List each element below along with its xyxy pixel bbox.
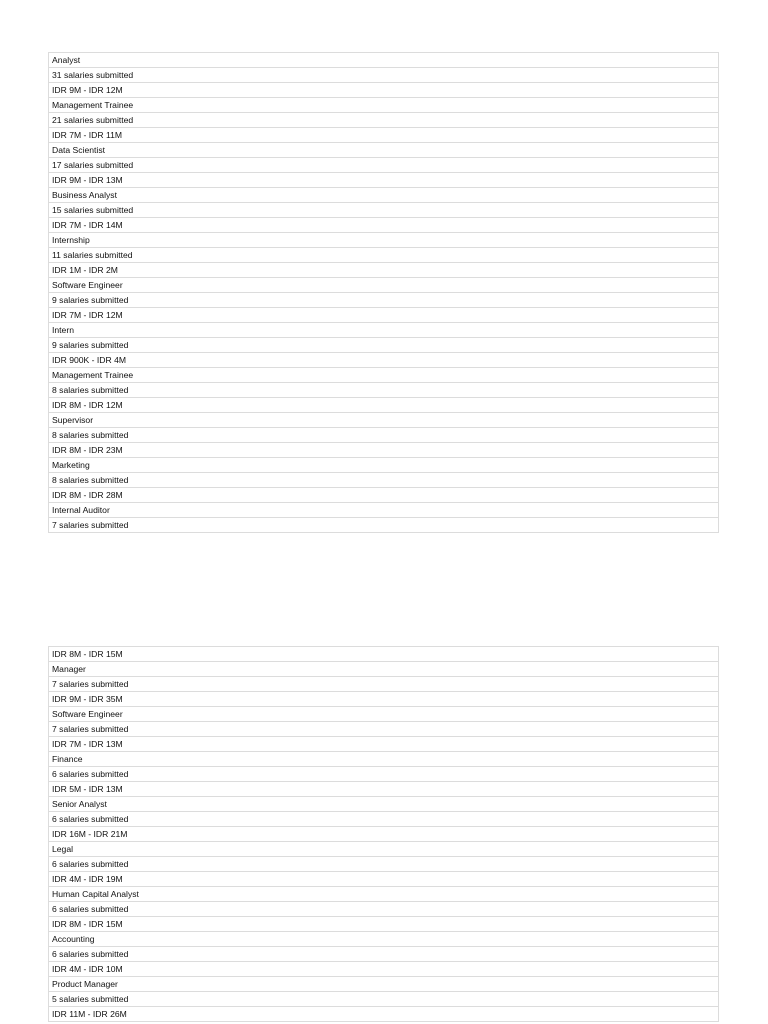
table-row <box>49 488 719 503</box>
table-row <box>49 902 719 917</box>
table-cell: IDR 8M - IDR 28M <box>49 488 719 503</box>
table-cell: 6 salaries submitted <box>49 767 719 782</box>
table-cell: 8 salaries submitted <box>49 473 719 488</box>
table-row <box>49 173 719 188</box>
table-cell: Accounting <box>49 932 719 947</box>
table-cell: Business Analyst <box>49 188 719 203</box>
table-row <box>49 887 719 902</box>
table-cell: 6 salaries submitted <box>49 947 719 962</box>
table-row <box>49 383 719 398</box>
table-row <box>49 767 719 782</box>
table-row <box>49 278 719 293</box>
table-row <box>49 962 719 977</box>
table-row <box>49 872 719 887</box>
table-cell: IDR 16M - IDR 21M <box>49 827 719 842</box>
table-cell: Software Engineer <box>49 707 719 722</box>
table-cell: 17 salaries submitted <box>49 158 719 173</box>
table-row <box>49 263 719 278</box>
table-cell: IDR 1M - IDR 2M <box>49 263 719 278</box>
table-row <box>49 752 719 767</box>
table-cell: IDR 900K - IDR 4M <box>49 353 719 368</box>
table-row <box>49 113 719 128</box>
table-row <box>49 992 719 1007</box>
salary-table-body <box>49 53 719 533</box>
table-row <box>49 692 719 707</box>
table-row <box>49 932 719 947</box>
table-cell: Management Trainee <box>49 98 719 113</box>
table-row <box>49 443 719 458</box>
table-cell: Finance <box>49 752 719 767</box>
table-row <box>49 797 719 812</box>
table-cell: Legal <box>49 842 719 857</box>
table-row <box>49 68 719 83</box>
table-row <box>49 647 719 662</box>
table-cell: IDR 7M - IDR 11M <box>49 128 719 143</box>
table-cell: 9 salaries submitted <box>49 338 719 353</box>
table-row <box>49 458 719 473</box>
table-row <box>49 308 719 323</box>
table-row <box>49 368 719 383</box>
table-cell: 8 salaries submitted <box>49 428 719 443</box>
table-row <box>49 323 719 338</box>
table-cell: IDR 9M - IDR 12M <box>49 83 719 98</box>
table-cell: Data Scientist <box>49 143 719 158</box>
table-cell: 21 salaries submitted <box>49 113 719 128</box>
table-cell: 15 salaries submitted <box>49 203 719 218</box>
table-row <box>49 977 719 992</box>
table-cell: IDR 4M - IDR 19M <box>49 872 719 887</box>
table-row <box>49 98 719 113</box>
table-cell: IDR 8M - IDR 15M <box>49 917 719 932</box>
table-cell: Management Trainee <box>49 368 719 383</box>
table-row <box>49 782 719 797</box>
table-cell: IDR 8M - IDR 12M <box>49 398 719 413</box>
table-row <box>49 413 719 428</box>
table-row <box>49 428 719 443</box>
table-cell: Intern <box>49 323 719 338</box>
table-cell: Manager <box>49 662 719 677</box>
table-row <box>49 143 719 158</box>
table-cell: IDR 11M - IDR 26M <box>49 1007 719 1022</box>
table-row <box>49 662 719 677</box>
table-row <box>49 83 719 98</box>
salary-table-page-1 <box>48 52 719 533</box>
table-cell: IDR 4M - IDR 10M <box>49 962 719 977</box>
table-cell: IDR 7M - IDR 12M <box>49 308 719 323</box>
table-row <box>49 353 719 368</box>
table-cell: 5 salaries submitted <box>49 992 719 1007</box>
table-cell: IDR 9M - IDR 13M <box>49 173 719 188</box>
table-row <box>49 203 719 218</box>
table-row <box>49 188 719 203</box>
table-cell: IDR 8M - IDR 15M <box>49 647 719 662</box>
table-cell: 6 salaries submitted <box>49 812 719 827</box>
table-cell: Senior Analyst <box>49 797 719 812</box>
table-row <box>49 1007 719 1022</box>
table-row <box>49 812 719 827</box>
table-cell: IDR 5M - IDR 13M <box>49 782 719 797</box>
table-row <box>49 473 719 488</box>
table-cell: Internal Auditor <box>49 503 719 518</box>
salary-table-body <box>49 647 719 1022</box>
table-row <box>49 827 719 842</box>
table-cell: IDR 7M - IDR 14M <box>49 218 719 233</box>
table-cell: IDR 7M - IDR 13M <box>49 737 719 752</box>
table-row <box>49 842 719 857</box>
table-row <box>49 338 719 353</box>
table-row <box>49 917 719 932</box>
table-row <box>49 398 719 413</box>
table-row <box>49 947 719 962</box>
table-row <box>49 218 719 233</box>
table-cell: Marketing <box>49 458 719 473</box>
table-row <box>49 518 719 533</box>
table-row <box>49 857 719 872</box>
table-row <box>49 233 719 248</box>
table-row <box>49 293 719 308</box>
table-cell: Supervisor <box>49 413 719 428</box>
table-cell: 7 salaries submitted <box>49 518 719 533</box>
table-cell: Software Engineer <box>49 278 719 293</box>
table-cell: 7 salaries submitted <box>49 722 719 737</box>
table-cell: Human Capital Analyst <box>49 887 719 902</box>
table-cell: IDR 9M - IDR 35M <box>49 692 719 707</box>
table-cell: 9 salaries submitted <box>49 293 719 308</box>
table-cell: 8 salaries submitted <box>49 383 719 398</box>
table-cell: 6 salaries submitted <box>49 857 719 872</box>
table-row <box>49 503 719 518</box>
table-row <box>49 707 719 722</box>
table-row <box>49 722 719 737</box>
table-cell: Internship <box>49 233 719 248</box>
salary-table-page-2 <box>48 646 719 1022</box>
table-row <box>49 737 719 752</box>
table-cell: 7 salaries submitted <box>49 677 719 692</box>
table-row <box>49 677 719 692</box>
table-cell: Analyst <box>49 53 719 68</box>
table-cell: 11 salaries submitted <box>49 248 719 263</box>
table-row <box>49 158 719 173</box>
table-row <box>49 248 719 263</box>
table-row <box>49 128 719 143</box>
table-cell: Product Manager <box>49 977 719 992</box>
table-row <box>49 53 719 68</box>
table-cell: 31 salaries submitted <box>49 68 719 83</box>
table-cell: 6 salaries submitted <box>49 902 719 917</box>
table-cell: IDR 8M - IDR 23M <box>49 443 719 458</box>
